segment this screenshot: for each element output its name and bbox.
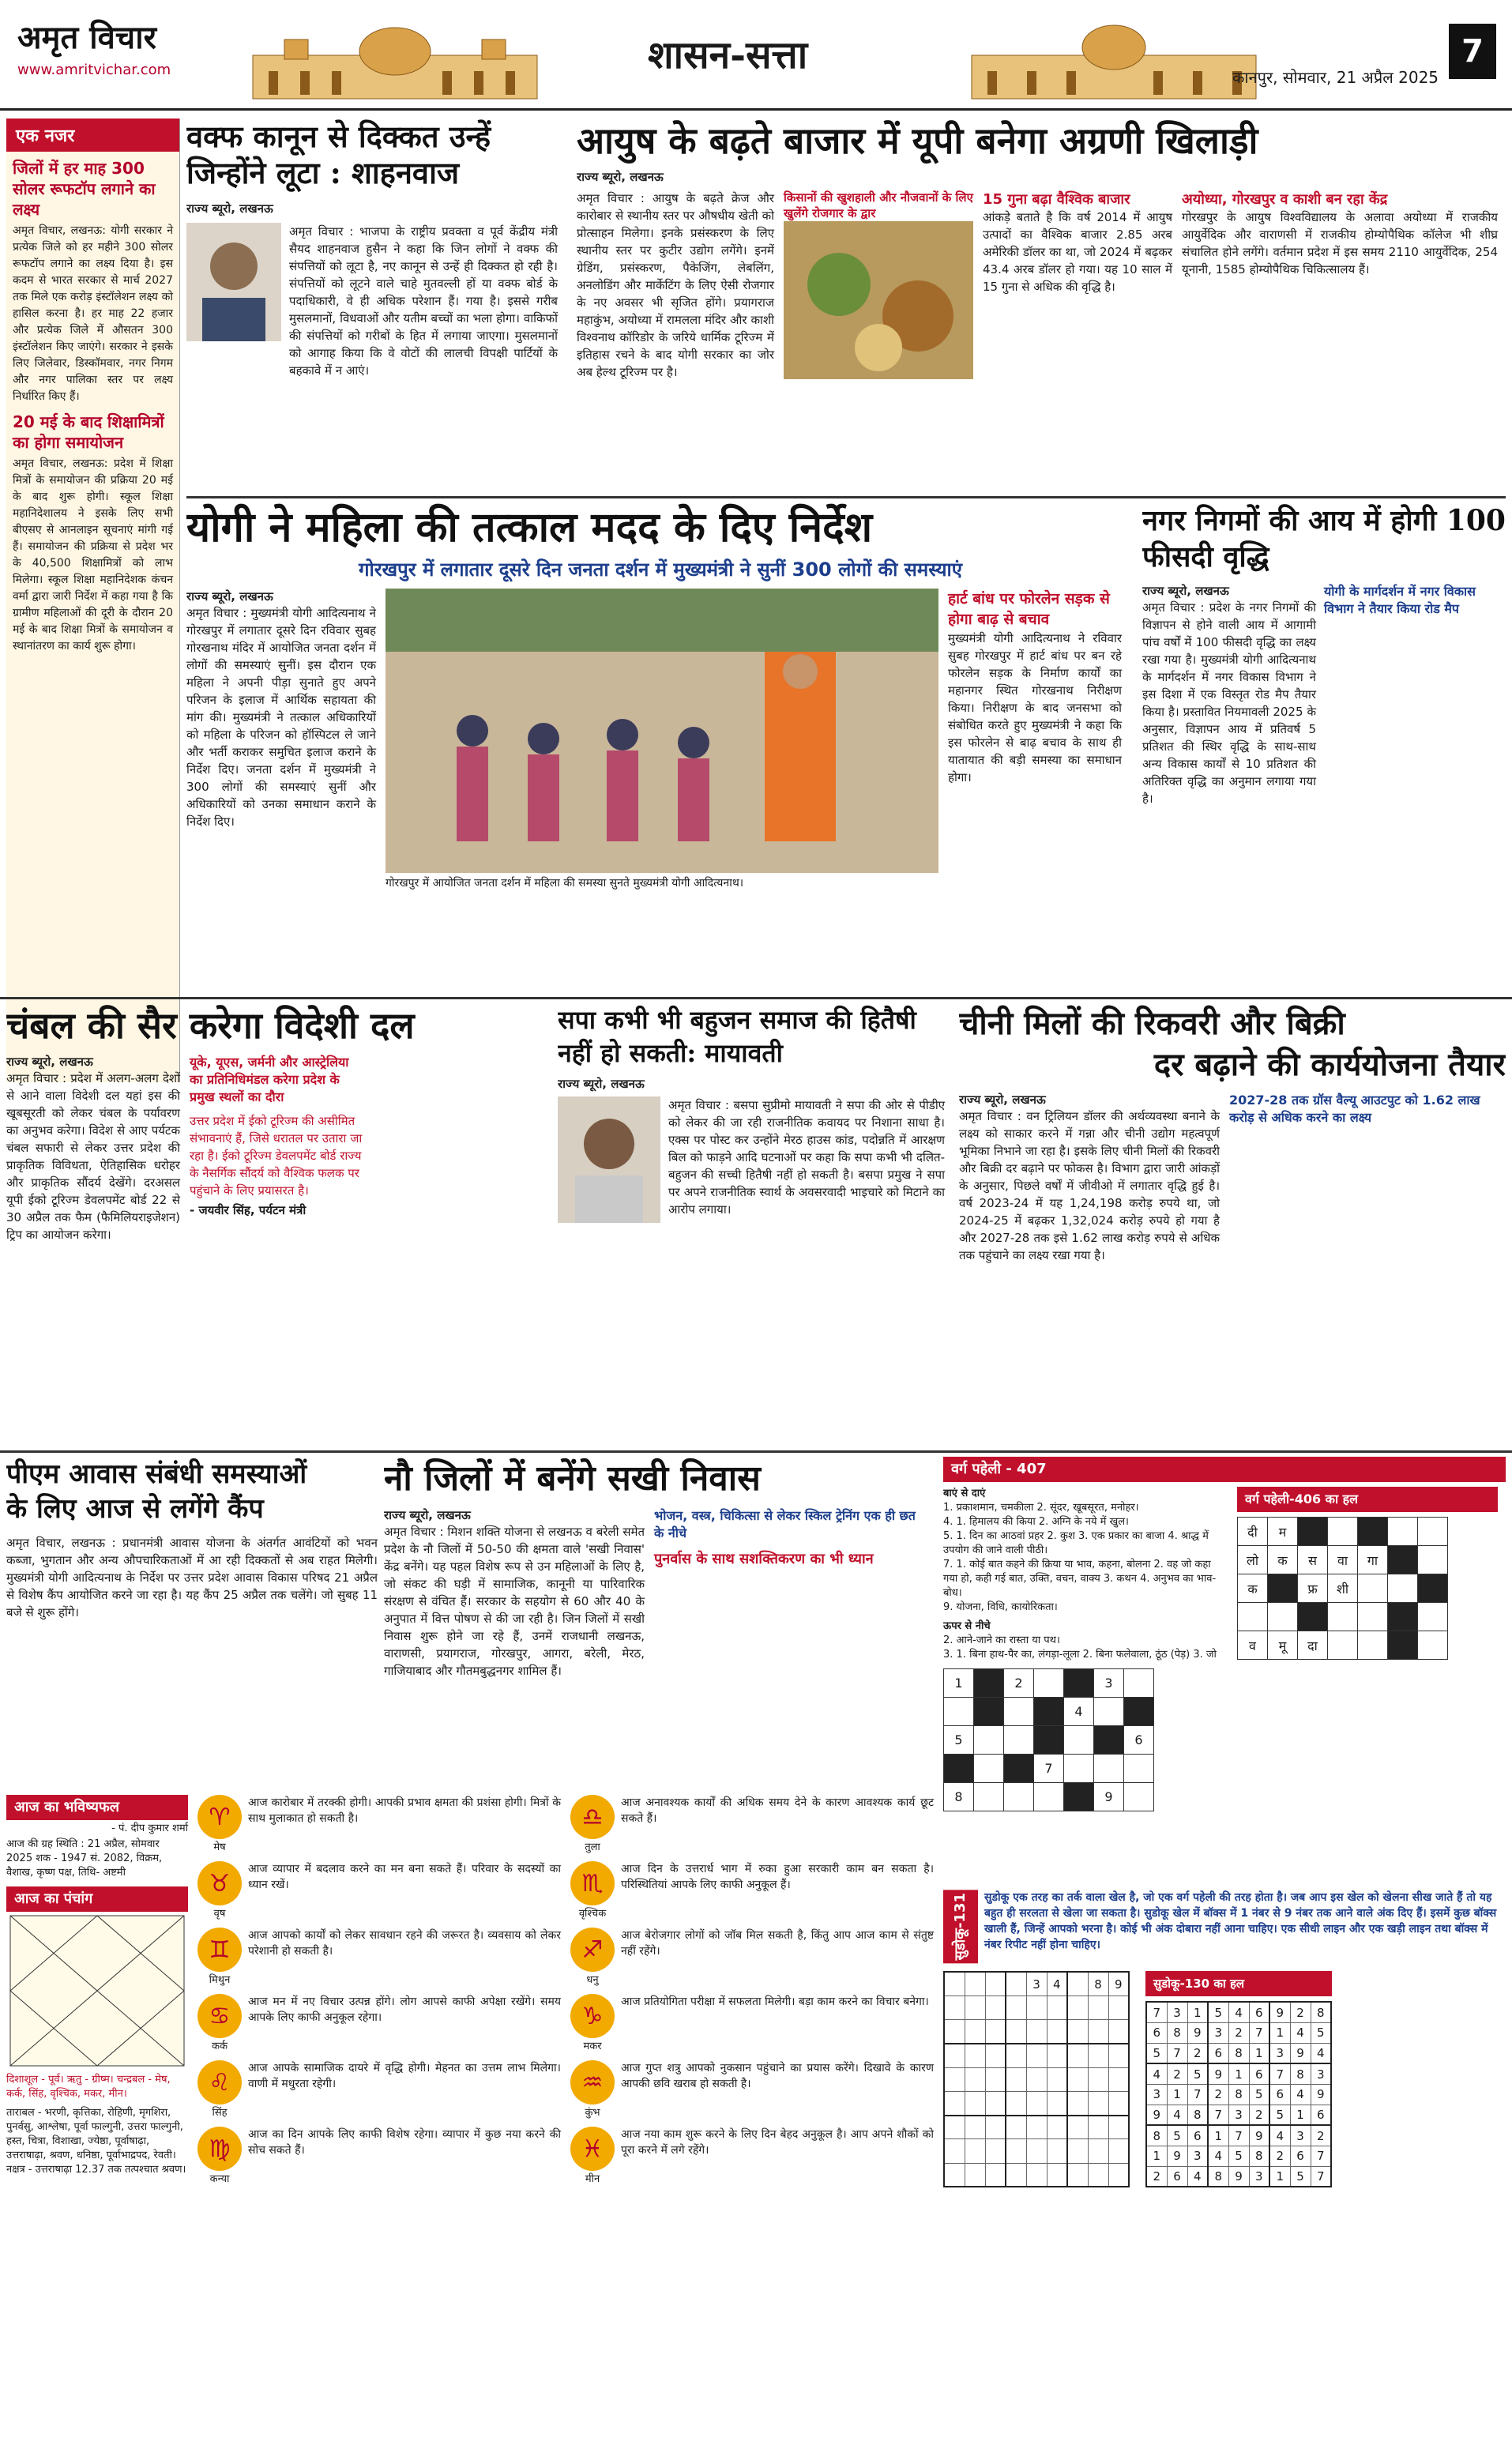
sudoku-title: सुडोकू-131: [943, 1890, 978, 1963]
nagar-headline: नगर निगमों की आय में होगी 100 फीसदी वृद्धि: [1142, 504, 1506, 574]
sign-mithun: ♊ मिथुन आज आपको कार्यों को लेकर सावधान रहने की जरूरत है। व्यवसाय को लेकर परेशानी हो सकती है।: [197, 1928, 561, 1986]
ayush-box2-text: गोरखपुर के आयुष विश्वविद्यालय के अलावा अयोध्या में राजकीय आयुर्वेदिक और वाराणसी में राजकीय होम्योपैथिक कॉलेज भी शीघ्र संचालित होने लगेंगे। वर्तमान प्रदेश में इस समय 2110 आयुर्वेदिक, 254 यूनानी, 1585 होम्योपैथिक चिकित्सालय हैं।: [1182, 210, 1498, 276]
sudoku-cell[interactable]: [985, 2067, 1006, 2091]
brief-1-text: अमृत विचार, लखनऊ: योगी सरकार ने प्रत्येक जिले को हर महीने 300 सोलर रूफटॉप लगाने का लक्ष्य दिया है। इस कदम से भारत सरकार से मार्च 2027 तक मिले एक करोड़ इंस्टॉलेशन लक्ष्य को हासिल करना है। हर माह 22 हजार और प्रत्येक जिले में औसतन 300 इंस्टॉलेशन किए जाएंगे। सरकार ने इसके लिए जिलेवार, डिस्कॉमवार, नगर निगम और नगर पालिका स्तर पर लक्ष्य निर्धारित किए हैं।: [13, 224, 173, 403]
mayawati-photo: [558, 1096, 660, 1223]
scorpio-icon: ♏: [570, 1861, 615, 1905]
sudoku-cell[interactable]: [1088, 2020, 1108, 2044]
sudoku-cell[interactable]: [1067, 1972, 1088, 1995]
shahnawaz-photo: [186, 223, 281, 341]
sudoku-cell: 6: [1208, 2043, 1228, 2063]
sudoku-cell[interactable]: [944, 2139, 965, 2163]
article-pm-awas: [6, 1457, 378, 1789]
sudoku-cell[interactable]: [1088, 2116, 1108, 2139]
aries-icon: ♈: [197, 1795, 242, 1839]
brief-1-title: जिलों में हर माह 300 सोलर रूफटॉप लगाने का लक्ष्य: [13, 159, 156, 219]
sign-kanya: ♍ कन्या आज का दिन आपके लिए काफी विशेष रहेगा। व्यापार में कुछ नया करने की सोच सकते हैं।: [197, 2127, 561, 2185]
chambal-body: अमृत विचार : प्रदेश में अलग-अलग देशों से आने वाला विदेशी दल यहां इस की खूबसूरती को लेकर चंबल के पर्यावरण का अनुभव करेगा। विदेश से आए पर्यटक चंबल सफारी से लेकर उत्तर प्रदेश की प्राकृतिक विविधता, ऐतिहासिक धरोहर और प्राकृतिक सौंदर्य देखेंगे। दरअसल यूपी ईको टूरिज्म डेवलपमेंट बोर्ड 22 से 30 अप्रैल तक फैम (फैमिलियराइजेशन) ट्रिप का आयोजन करेगा।: [6, 1071, 180, 1242]
clue-down-1: 2. आने-जाने का रास्ता या पथ।: [943, 1634, 1060, 1646]
crossword-section: [943, 1457, 1506, 1883]
sudoku-cell: 5: [1208, 2002, 1228, 2022]
sudoku-cell[interactable]: [1026, 2116, 1047, 2139]
sakhi-body: अमृत विचार : मिशन शक्ति योजना से लखनऊ व बरेली समेत प्रदेश के नौ जिलों में 50-50 की क्षमता वाले 'सखी निवास' केंद्र बनेंगे। यह पहल विशेष रूप से उन महिलाओं के लिए है, जो संकट की घड़ी में सामाजिक, कानूनी या पारिवारिक संरक्षण से वंचित हैं। सरकार के सहयोग से 60 और 40 के अनुपात में वित्त पोषण से की जा रही है। जिन जिलों में सखी निवास शुरू होने जा रहे हैं, उनमें राजधानी लखनऊ, वाराणसी, प्रयागराज, गोरखपुर, आगरा, बरेली, मेरठ, गाजियाबाद और गौतमबुद्धनगर शामिल हैं।: [384, 1525, 645, 1678]
sudoku-cell[interactable]: [1006, 2067, 1026, 2091]
sudoku-cell[interactable]: [1047, 2116, 1067, 2139]
sudoku-cell[interactable]: [1108, 2020, 1129, 2044]
sudoku-cell[interactable]: [1047, 2163, 1067, 2187]
mayawati-dept: राज्य ब्यूरो, लखनऊ: [558, 1077, 645, 1091]
sugar-dept: राज्य ब्यूरो, लखनऊ: [959, 1093, 1046, 1107]
sudoku-cell: 6: [1167, 2166, 1187, 2187]
sudoku-cell: 7: [1146, 2002, 1167, 2022]
sudoku-cell: 2: [1146, 2166, 1167, 2187]
ayush-box1-text: आंकड़े बताते है कि वर्ष 2014 में आयुष उत्पादों का वैश्विक बाजार 2.85 अरब अमेरिकी डॉलर का था, जो 2024 में बढ़कर 43.4 अरब डॉलर हो गया। यह 10 साल में 15 गुना से अधिक की वृद्धि है।: [983, 210, 1172, 294]
ayush-dept: राज्य ब्यूरो, लखनऊ: [577, 170, 664, 184]
leo-icon: ♌: [197, 2060, 242, 2105]
chambal-headline: चंबल की सैर करेगा विदेशी दल: [6, 1004, 415, 1047]
sudoku-cell: 9: [1187, 2022, 1208, 2043]
ayush-body: अमृत विचार : आयुष के बढ़ते क्रेज और कारोबार से स्थानीय स्तर पर औषधीय खेती को प्रोत्साहन मिलेगा। इनके प्रसंस्करण के लिए स्थानीय स्तर पर कुटीर उद्योग लगेंगे। इनमें ग्रेडिंग, प्रसंस्करण, पैकेजिंग, लेबलिंग, अनलोडिंग और मार्केटिंग के लिए ऐसी रोजगार के नए अवसर भी सृजित होंगे। प्रयागराज महाकुंभ, अयोध्या में रामलला मंदिर और काशी विश्वनाथ कॉरिडोर के जरिये धार्मिक टूरिज्म में इतिहास रचने के बाद योगी सरकार का जोर अब हेल्थ टूरिज्म पर है।: [577, 191, 774, 379]
sudoku-cell[interactable]: [965, 2044, 985, 2067]
sudoku-cell[interactable]: [965, 2091, 985, 2115]
pmawas-headline-1: पीएम आवास संबंधी समस्याओं: [6, 1458, 307, 1490]
nagar-dept: राज्य ब्यूरो, लखनऊ: [1142, 584, 1229, 598]
sudoku-cell: 4: [1146, 2063, 1167, 2084]
sudoku-cell[interactable]: [944, 2020, 965, 2044]
sudoku-cell: 3: [1290, 2125, 1311, 2146]
sudoku-cell: 8: [1167, 2022, 1187, 2043]
sudoku-cell: 1: [1249, 2043, 1269, 2063]
sudoku-cell[interactable]: [944, 1972, 965, 1995]
clue-across-2: 4. 1. हिमालय की किया 2. अग्नि के नये में खुल।: [943, 1516, 1129, 1528]
nagar-body: अमृत विचार : प्रदेश के नगर निगमों की विज्ञापन से होने वाली आय में आगामी पांच वर्षों में 100 फीसदी वृद्धि का लक्ष्य रखा गया है। मुख्यमंत्री योगी आदित्यनाथ के मार्गदर्शन में नगर विकास विभाग ने इस दिशा में एक विस्तृत रोड मैप तैयार किया है। प्रस्तावित नियमावली 2025 के अनुसार, विज्ञापन आय में प्रतिवर्ष 5 प्रतिशत की स्थिर वृद्धि के साथ-साथ अन्य विकास कार्यों से 10 प्रतिशत की अतिरिक्त वृद्धि का अनुमान लगाया गया है।: [1142, 600, 1316, 806]
sudoku-cell[interactable]: [1088, 2139, 1108, 2163]
sudoku-cell: 6: [1187, 2125, 1208, 2146]
sign-kark: ♋ कर्क आज मन में नए विचार उत्पन्न होंगे। लोग आपसे काफी अपेक्षा रखेंगे। समय आपके लिए काफी अनुकूल रहेगा।: [197, 1994, 561, 2052]
article-sugar: [959, 1003, 1506, 1446]
sudoku-cell: 1: [1208, 2125, 1228, 2146]
sign-makar: ♑ मकर आज प्रतियोगिता परीक्षा में सफलता मिलेगी। बड़ा काम करने का विचार बनेगा।: [570, 1994, 934, 2052]
horoscope-title: आज का भविष्यफल: [6, 1795, 188, 1820]
sudoku-cell[interactable]: [1006, 2091, 1026, 2115]
crossword-prev-title: वर्ग पहेली-406 का हल: [1237, 1487, 1498, 1512]
sudoku-cell[interactable]: [1006, 2020, 1026, 2044]
sudoku-cell[interactable]: [1108, 2067, 1129, 2091]
newspaper-url[interactable]: www.amritvichar.com: [17, 62, 171, 78]
sudoku-cell: 5: [1269, 2105, 1290, 2125]
kundali-chart: [6, 1912, 188, 2070]
sudoku-cell[interactable]: [1006, 2163, 1026, 2187]
clue-across-5: 9. योजना, विधि, कायोरिकता।: [943, 1601, 1058, 1613]
chambal-dept: राज्य ब्यूरो, लखनऊ: [6, 1055, 93, 1069]
sudoku-cell: 6: [1249, 2002, 1269, 2022]
crossword-prev-grid: दी म लो क स वा गा क फ्र शी व मू दा: [1237, 1517, 1448, 1660]
sudoku-cell[interactable]: 8: [1088, 1972, 1108, 1995]
sudoku-cell[interactable]: [1088, 2091, 1108, 2115]
sagittarius-icon: ♐: [570, 1928, 615, 1972]
heart-bandh-title: हार्ट बांध पर फोरलेन सड़क से होगा बाढ़ से बचाव: [948, 590, 1110, 628]
clue-down-2: 3. 1. बिना हाथ-पैर का, लंगड़ा-लूला 2. बिना फलेवाला, ठूंठ (पेड़) 3. जो: [943, 1649, 1217, 1661]
sudoku-cell: 4: [1167, 2105, 1187, 2125]
sudoku-cell[interactable]: [1006, 2116, 1026, 2139]
sudoku-cell: 1: [1290, 2105, 1311, 2125]
sudoku-cell[interactable]: 4: [1047, 1972, 1067, 1995]
cancer-icon: ♋: [197, 1994, 242, 2038]
herbs-photo: [784, 221, 973, 379]
sudoku-cell: 7: [1269, 2063, 1290, 2084]
zodiac-column-left: [197, 1795, 561, 2193]
sudoku-cell[interactable]: [1006, 2139, 1026, 2163]
sudoku-cell: 2: [1167, 2063, 1187, 2084]
brief-2-text: अमृत विचार, लखनऊ: प्रदेश में शिक्षा मित्रों के समायोजन की प्रक्रिया 20 मई के बाद शुरू होगी। स्कूल शिक्षा महानिदेशालय ने इसके लिए सभी बीएसए से आनलाइन सूचनाएं मांगी गई हैं। समायोजन की प्रक्रिया से प्रदेश भर के 40,500 शिक्षामित्रों को लाभ मिलेगा। स्कूल शिक्षा महानिदेशक कंचन वर्मा द्वारा जारी निर्देश में कहा गया है कि ग्रामीण महिलाओं की दूरी के दौरान 20 मई के बाद शिक्षा मित्रों के समायोजन व स्थानांतरण का कार्य शुरू होगा।: [13, 457, 173, 653]
ayush-photo-caption: किसानों की खुशहाली और नौजवानों के लिए खुलेंगे रोजगार के द्वार: [784, 190, 973, 220]
sudoku-cell[interactable]: [1108, 1996, 1129, 2020]
sudoku-prev-grid: [1145, 2001, 1332, 2187]
sudoku-cell: 9: [1167, 2146, 1187, 2166]
sudoku-cell[interactable]: [1026, 2163, 1047, 2187]
chambal-subhead: यूके, यूएस, जर्मनी और आस्ट्रेलिया का प्रतिनिधिमंडल करेगा प्रदेश के प्रमुख स्थलों का दौरा: [190, 1055, 349, 1104]
sudoku-cell: 4: [1208, 2146, 1228, 2166]
sudoku-cell: 9: [1146, 2105, 1167, 2125]
clue-across-4: 7. 1. कोई बात कहने की क्रिया या भाव, कहना, बोलना 2. वह जो कहा गया हो, कही गई बात, उक्ति, वचन, वाक्य 3. कथन 4. अनुभव का भाव-बोध।: [943, 1559, 1217, 1599]
divider: [0, 1450, 1512, 1453]
sudoku-cell[interactable]: [1026, 1996, 1047, 2020]
article-waqf: [186, 118, 566, 490]
sudoku-cell: 2: [1269, 2146, 1290, 2166]
sudoku-cell[interactable]: [1047, 1996, 1067, 2020]
sign-vrishchik: ♏ वृश्चिक आज दिन के उत्तरार्ध भाग में रुका हुआ सरकारी काम बन सकता है। परिस्थितियां आपके लिए काफी अनुकूल हैं।: [570, 1861, 934, 1920]
sudoku-cell[interactable]: [965, 1972, 985, 1995]
sudoku-cell: 7: [1311, 2146, 1331, 2166]
nagar-side-title: योगी के मार्गदर्शन में नगर विकास विभाग ने तैयार किया रोड मैप: [1324, 584, 1476, 616]
sudoku-cell: 1: [1146, 2146, 1167, 2166]
sugar-headline-2: दर बढ़ाने की कार्ययोजना तैयार: [1153, 1046, 1506, 1083]
disha-shool: दिशाशूल - पूर्व। ऋतु - ग्रीष्म। चन्द्रबल - मेष, कर्क, सिंह, वृश्चिक, मकर, मीन।: [6, 2074, 171, 2100]
article-ayush: [577, 118, 1506, 490]
sudoku-cell: 4: [1290, 2022, 1311, 2043]
sudoku-cell: 9: [1228, 2166, 1249, 2187]
sudoku-cell[interactable]: [1108, 2116, 1129, 2139]
sign-kumbh: ♒ कुंभ आज गुप्त शत्रु आपको नुकसान पहुंचाने का प्रयास करेंगे। दिखावे के कारण आपकी छवि खराब हो सकती है।: [570, 2060, 934, 2119]
sugar-headline-1: चीनी मिलों की रिकवरी और बिक्री: [959, 1005, 1345, 1042]
sakhi-headline: नौ जिलों में बनेंगे सखी निवास: [384, 1458, 761, 1499]
article-mayawati: [558, 1003, 953, 1446]
sudoku-cell: 9: [1311, 2084, 1331, 2105]
divider: [186, 496, 1506, 498]
dateline: कानपुर, सोमवार, 21 अप्रैल 2025: [1232, 68, 1439, 87]
sudoku-cell[interactable]: [1088, 2067, 1108, 2091]
horoscope-author: - पं. दीप कुमार शर्मा: [111, 1822, 188, 1834]
sudoku-cell: 7: [1187, 2084, 1208, 2105]
sudoku-cell: 5: [1311, 2022, 1331, 2043]
sudoku-cell: 9: [1290, 2043, 1311, 2063]
sudoku-cell: 4: [1311, 2043, 1331, 2063]
sudoku-cell[interactable]: [1108, 2044, 1129, 2067]
sudoku-cell: 6: [1269, 2084, 1290, 2105]
sudoku-cell: 3: [1146, 2084, 1167, 2105]
sudoku-cell: 2: [1228, 2022, 1249, 2043]
sudoku-cell[interactable]: [944, 1996, 965, 2020]
aquarius-icon: ♒: [570, 2060, 615, 2105]
sakhi-dept: राज्य ब्यूरो, लखनऊ: [384, 1508, 471, 1522]
sudoku-cell: 6: [1146, 2022, 1167, 2043]
sudoku-cell[interactable]: [1026, 2091, 1047, 2115]
sudoku-cell[interactable]: [1108, 2091, 1129, 2115]
sudoku-cell[interactable]: [985, 2139, 1006, 2163]
sign-mesh: ♈ मेष आज कारोबार में तरक्की होगी। आपकी प्रभाव क्षमता की प्रशंसा होगी। मित्रों के साथ मुलाकात हो सकती है।: [197, 1795, 561, 1853]
sudoku-cell[interactable]: [1026, 2020, 1047, 2044]
sudoku-cell[interactable]: [965, 2020, 985, 2044]
sidebar-tag: एक नजर: [6, 118, 179, 152]
ayush-box2-title: अयोध्या, गोरखपुर व काशी बन रहा केंद्र: [1182, 191, 1388, 208]
sudoku-cell[interactable]: [1006, 2044, 1026, 2067]
sudoku-cell[interactable]: [985, 1996, 1006, 2020]
sudoku-cell[interactable]: [1047, 2067, 1067, 2091]
sudoku-cell[interactable]: [1047, 2020, 1067, 2044]
sudoku-cell: 2: [1187, 2043, 1208, 2063]
waqf-headline-1: वक्फ कानून से दिक्कत उन्हें: [186, 118, 491, 154]
section-title: शासन-सत्ता: [648, 33, 808, 77]
sugar-body: अमृत विचार : वन ट्रिलियन डॉलर की अर्थव्यवस्था बनाने के लक्ष्य को साकार करने में गन्ना और चीनी उद्योग महत्वपूर्ण भूमिका निभाने जा रहा है। इसके लिए चीनी मिलों की रिकवरी और बिक्री दर बढ़ाने पर फोकस है। विभाग द्वारा जारी आंकड़ों के अनुसार, पिछले वर्षों में जीवीओ में लगातार वृद्धि हुई है। वर्ष 2023-24 में यह 1,24,198 करोड़ रुपये था, जो 2024-25 में बढ़कर 1,32,024 करोड़ रुपये हो गया है और 2027-28 तक इसे 1.62 लाख करोड़ रुपये से अधिक तक पहुंचाने का लक्ष्य रखा गया है।: [959, 1109, 1220, 1262]
sudoku-cell[interactable]: [985, 2020, 1006, 2044]
sudoku-cell: 7: [1249, 2022, 1269, 2043]
sudoku-cell[interactable]: [1026, 2139, 1047, 2163]
sudoku-cell[interactable]: [944, 2116, 965, 2139]
sudoku-cell[interactable]: [944, 2044, 965, 2067]
capricorn-icon: ♑: [570, 1994, 615, 2038]
divider: [0, 997, 1512, 999]
sign-vrish: ♉ वृष आज व्यापार में बदलाव करने का मन बना सकते हैं। परिवार के सदस्यों का ध्यान रखें।: [197, 1861, 561, 1920]
heart-bandh-text: मुख्यमंत्री योगी आदित्यनाथ ने रविवार सुबह गोरखपुर में हार्ट बांध पर बन रहे फोरलेन सड़क के निर्माण कार्यों का महानगर स्थित गोरखनाथ निरीक्षण किया। निरीक्षण के बाद जनसभा को संबोधित करते हुए मुख्यमंत्री ने कहा कि इस फोरलेन से बाढ़ बचाव के साथ ही यातायात की बड़ी समस्या का समाधान होगा।: [948, 631, 1122, 784]
sudoku-cell[interactable]: [985, 2116, 1006, 2139]
sudoku-cell: 7: [1208, 2105, 1228, 2125]
sudoku-cell[interactable]: [1108, 2139, 1129, 2163]
sudoku-cell[interactable]: [1006, 1972, 1026, 1995]
sudoku-cell: 1: [1187, 2002, 1208, 2022]
sudoku-cell[interactable]: [1067, 2020, 1088, 2044]
sudoku-cell: 9: [1269, 2002, 1290, 2022]
sakhi-side-title: भोजन, वस्त्र, चिकित्सा से लेकर स्किल ट्रेनिंग एक ही छत के नीचे: [654, 1508, 916, 1540]
sudoku-cell[interactable]: [1067, 2116, 1088, 2139]
clue-across-3: 5. 1. दिन का आठवां प्रहर 2. कुश 3. एक प्रकार का बाजा 4. श्राद्ध में उपयोग की जाने वाली पीठी।: [943, 1530, 1209, 1556]
yogi-body: अमृत विचार : मुख्यमंत्री योगी आदित्यनाथ ने गोरखपुर में लगातार दूसरे दिन रविवार सुबह गोरखनाथ मंदिर में आयोजित जनता दर्शन में लोगों की समस्याएं सुनीं। इस दौरान एक महिला ने अपनी पीड़ा सुनाते हुए अपने परिजन के इलाज में आर्थिक सहायता की मांग की। मुख्यमंत्री ने तत्काल अधिकारियों को महिला के परिजन को हॉस्पिटल ले जाने और भर्ती कराकर समुचित इलाज कराने के निर्देश दिए। जनता दर्शन में मुख्यमंत्री ने 300 लोगों की समस्याएं सुनीं और अधिकारियों को उनका समाधान कराने के निर्देश दिए।: [186, 606, 376, 829]
sudoku-cell: 1: [1167, 2084, 1187, 2105]
sudoku-cell: 5: [1146, 2043, 1167, 2063]
sudoku-cell[interactable]: [1067, 2163, 1088, 2187]
sudoku-cell[interactable]: [1067, 2139, 1088, 2163]
pisces-icon: ♓: [570, 2127, 615, 2171]
sakhi-box-title: पुनर्वास के साथ सशक्तिकरण का भी ध्यान: [654, 1551, 874, 1567]
sudoku-cell: 6: [1311, 2105, 1331, 2125]
panchang-text: आज की ग्रह स्थिति : 21 अप्रैल, सोमवार 2025 शक - 1947 सं. 2082, विक्रम, वैशाख, कृष्ण पक्ष, तिथि- अष्टमी: [6, 1838, 163, 1879]
masthead: [0, 0, 1512, 111]
sudoku-cell: 3: [1187, 2146, 1208, 2166]
brief-2-title: 20 मई के बाद शिक्षामित्रों का होगा समायोजन: [13, 412, 164, 452]
sudoku-cell: 2: [1208, 2084, 1228, 2105]
sudoku-cell: 4: [1290, 2084, 1311, 2105]
across-heading: बाएं से दाएं: [943, 1488, 986, 1499]
pmawas-headline-2: के लिए आज से लगेंगे कैंप: [6, 1493, 264, 1525]
sudoku-cell: 8: [1187, 2105, 1208, 2125]
sudoku-cell: 1: [1269, 2166, 1290, 2187]
palace-illustration: [237, 8, 553, 103]
down-heading: ऊपर से नीचे: [943, 1620, 991, 1632]
sign-meen: ♓ मीन आज नया काम शुरू करने के लिए दिन बेहद अनुकूल है। आप अपने शौकों को पूरा करने में लगे रहेंगे।: [570, 2127, 934, 2185]
waqf-body: अमृत विचार : भाजपा के राष्ट्रीय प्रवक्ता व पूर्व केंद्रीय मंत्री सैयद शाहनवाज हुसैन ने कहा कि जिन लोगों ने वक्फ की संपत्तियों को लूटा है, नए कानून से उन्हें ही दिक्कत हो रही है। संपत्तियों को लूटने वाले चाहे मुतवल्ली हों या वक्फ बोर्ड के पदाधिकारी, वे ही अधिक परेशान हैं। गया है। इससे गरीब मुसलमानों, विधवाओं और यतीम बच्चों का भला होगा। वाकिफों की संपत्तियों को गरीबों के हित में लगाया जाएगा। मुसलमानों को आगाह किया कि वे वोटों की लालची विपक्षी पार्टियों के बहकावे में न आएं।: [289, 224, 558, 378]
yogi-subhead: गोरखपुर में लगातार दूसरे दिन जनता दर्शन में मुख्यमंत्री ने सुनीं 300 लोगों की समस्याएं: [359, 559, 962, 581]
sudoku-cell: 7: [1167, 2043, 1187, 2063]
sudoku-cell[interactable]: [985, 1972, 1006, 1995]
sudoku-cell: 8: [1228, 2084, 1249, 2105]
sudoku-cell[interactable]: [985, 2044, 1006, 2067]
waqf-headline-2: जिन्होंने लूटा : शाहनवाज: [186, 155, 460, 190]
sudoku-cell: 6: [1249, 2063, 1269, 2084]
panchang-title: आज का पंचांग: [6, 1886, 188, 1912]
chambal-quote-by: - जयवीर सिंह, पर्यटन मंत्री: [190, 1203, 307, 1217]
sudoku-cell[interactable]: [1026, 2044, 1047, 2067]
sudoku-cell: 9: [1208, 2063, 1228, 2084]
sudoku-cell[interactable]: [944, 2163, 965, 2187]
sudoku-cell: 8: [1311, 2002, 1331, 2022]
sudoku-cell: 8: [1208, 2166, 1228, 2187]
sudoku-prev-title: सुडोकू-130 का हल: [1145, 1971, 1332, 1996]
sudoku-cell: 6: [1290, 2146, 1311, 2166]
sudoku-cell[interactable]: [944, 2067, 965, 2091]
sudoku-cell[interactable]: 3: [1026, 1972, 1047, 1995]
sudoku-cell: 2: [1290, 2002, 1311, 2022]
mayawati-body: अमृत विचार : बसपा सुप्रीमो मायावती ने सपा की ओर से पीडीए को लेकर की जा रही राजनीतिक कवायद पर निशाना साधा है। एक्स पर पोस्ट कर उन्होंने मेरठ हाउस कांड, पदोन्नति में आरक्षण बिल को फाड़ने आदि घटनाओं पर कहा कि सपा कभी भी दलित-बहुजन की सच्ची हितैषी नहीं हो सकती है। बसपा प्रमुख ने सपा पर अपने राजनीतिक स्वार्थ के अवसरवादी भाइचारे को मिटाने का आरोप लगाया।: [668, 1098, 945, 1217]
sudoku-cell: 2: [1311, 2125, 1331, 2146]
sudoku-cell[interactable]: [1047, 2139, 1067, 2163]
sudoku-cell: 5: [1228, 2146, 1249, 2166]
sudoku-cell: 5: [1187, 2063, 1208, 2084]
sudoku-cell: 4: [1269, 2125, 1290, 2146]
pmawas-body: अमृत विचार, लखनऊ : प्रधानमंत्री आवास योजना के अंतर्गत आवंटियों को भवन कब्जा, भुगतान और अन्य औपचारिकताओं में आ रही दिक्कतों से अब राहत मिलेगी। मुख्यमंत्री योगी आदित्यनाथ के निर्देश पर उत्तर प्रदेश आवास विकास परिषद 21 अप्रैल से विशेष कैंप आयोजित करने जा रहा है। यह कैंप 25 अप्रैल तक चलेंगे। जो सुबह 11 बजे से शुरू होंगे।: [6, 1536, 378, 1619]
sudoku-cell: 7: [1311, 2166, 1331, 2187]
sudoku-cell[interactable]: [965, 2163, 985, 2187]
sudoku-cell[interactable]: [965, 2139, 985, 2163]
sudoku-cell[interactable]: [1088, 2044, 1108, 2067]
sudoku-cell: 8: [1290, 2063, 1311, 2084]
sudoku-cell: 2: [1249, 2105, 1269, 2125]
janata-darshan-photo: [386, 589, 938, 873]
sudoku-cell: 3: [1311, 2063, 1331, 2084]
sudoku-cell[interactable]: [965, 2116, 985, 2139]
sign-singh: ♌ सिंह आज आपके सामाजिक दायरे में वृद्धि होगी। मेहनत का उत्तम लाभ मिलेगा। वाणी में मधुरता रहेगी।: [197, 2060, 561, 2119]
sudoku-cell: 3: [1208, 2022, 1228, 2043]
sudoku-cell: 8: [1249, 2146, 1269, 2166]
article-yogi: [186, 502, 1134, 992]
gemini-icon: ♊: [197, 1928, 242, 1972]
sidebar-news-briefs: [6, 118, 180, 1082]
sudoku-cell[interactable]: [1047, 2044, 1067, 2067]
sudoku-cell[interactable]: [1088, 1996, 1108, 2020]
mayawati-headline: सपा कभी भी बहुजन समाज की हितैषी नहीं हो सकती: मायावती: [558, 1005, 916, 1068]
sudoku-cell[interactable]: [1067, 2091, 1088, 2115]
sudoku-cell[interactable]: [1067, 2044, 1088, 2067]
article-chambal: [6, 1003, 551, 1446]
sudoku-cell: 5: [1290, 2166, 1311, 2187]
sudoku-cell: 3: [1228, 2105, 1249, 2125]
sudoku-cell: 9: [1249, 2125, 1269, 2146]
virgo-icon: ♍: [197, 2127, 242, 2171]
article-nagar-nigam: [1142, 502, 1506, 992]
sudoku-cell: 3: [1249, 2166, 1269, 2187]
article-sakhi-niwas: [384, 1457, 937, 1789]
sudoku-cell: 5: [1249, 2084, 1269, 2105]
crossword-title: वर्ग पहेली - 407: [943, 1457, 1506, 1482]
tarabal-text: ताराबल - भरणी, कृत्तिका, रोहिणी, मृगशिरा, पुनर्वसु, आश्लेषा, पूर्वा फाल्गुनी, उत्तरा फाल्गुनी, हस्त, चित्रा, विशाखा, ज्येष्ठा, पूर्वाषाढ़ा, उत्तराषाढ़ा, श्रवण, धनिष्ठा, पूर्वाभाद्रपद, रेवती। नक्षत्र - उत्तराषाढ़ा 12.37 तक तत्पश्चात श्रवण।: [6, 2107, 186, 2176]
clue-across-1: 1. प्रकाशमान, चमकीला 2. सूंदर, खूबसूरत, मनोहर।: [943, 1502, 1139, 1514]
sudoku-cell: 8: [1228, 2043, 1249, 2063]
palace-illustration-right: [956, 8, 1272, 103]
sudoku-cell[interactable]: [944, 2091, 965, 2115]
sudoku-cell[interactable]: [1026, 2067, 1047, 2091]
sudoku-cell[interactable]: [1108, 2163, 1129, 2187]
sudoku-cell[interactable]: [1006, 1996, 1026, 2020]
sudoku-cell: 7: [1228, 2125, 1249, 2146]
ayush-box1-title: 15 गुना बढ़ा वैश्विक बाजार: [983, 191, 1130, 208]
sudoku-cell: 3: [1167, 2002, 1187, 2022]
sudoku-cell: 5: [1167, 2125, 1187, 2146]
newspaper-logo: अमृत विचार: [17, 19, 156, 56]
horoscope-section: [6, 1795, 935, 2435]
sudoku-cell[interactable]: [1088, 2163, 1108, 2187]
yogi-headline: योगी ने महिला की तत्काल मदद के दिए निर्देश: [186, 503, 873, 551]
sudoku-rules: सुडोकू एक तरह का तर्क वाला खेल है, जो एक वर्ग पहेली की तरह होता है। जब आप इस खेल को खेलना सीख जाते हैं तो यह बहुत ही सरलता से खेला जा सकता है। सुडोकू खेल में बॉक्स में 1 नंबर से 9 नंबर तक आने वाले अंक दिए हैं। इसमें कुछ बॉक्स खाली हैं, जिन्हें आपको भरना है। कोई भी अंक दोबारा नहीं आना चाहिए। एक सीधी लाइन और एक खड़ी लाइन तथा बॉक्स में नंबर रिपीट नहीं होना चाहिए।: [984, 1891, 1497, 1951]
sugar-side-title: 2027-28 तक ग्रॉस वैल्यू आउटपुट को 1.62 लाख करोड़ से अधिक करने का लक्ष्य: [1229, 1093, 1480, 1125]
sudoku-cell: 4: [1187, 2166, 1208, 2187]
sign-dhanu: ♐ धनु आज बेरोजगार लोगों को जॉब मिल सकती है, किंतु आप आज काम से संतुष्ट नहीं रहेंगे।: [570, 1928, 934, 1986]
sudoku-cell[interactable]: 9: [1108, 1972, 1129, 1995]
sudoku-cell[interactable]: [1067, 2067, 1088, 2091]
sudoku-cell: 4: [1228, 2002, 1249, 2022]
sudoku-cell[interactable]: [1047, 2091, 1067, 2115]
sudoku-section: [943, 1890, 1506, 2435]
crossword-grid[interactable]: 1 2 3 4 5 6 7 8 9: [943, 1668, 1154, 1811]
sudoku-cell[interactable]: [985, 2091, 1006, 2115]
ayush-headline: आयुष के बढ़ते बाजार में यूपी बनेगा अग्रणी खिलाड़ी: [577, 119, 1258, 162]
waqf-dept: राज्य ब्यूरो, लखनऊ: [186, 201, 273, 216]
sudoku-cell[interactable]: [965, 1996, 985, 2020]
sudoku-cell[interactable]: [985, 2163, 1006, 2187]
zodiac-column-right: [570, 1795, 934, 2193]
yogi-photo-caption: गोरखपुर में आयोजित जनता दर्शन में महिला की समस्या सुनते मुख्यमंत्री योगी आदित्यनाथ।: [386, 877, 744, 890]
sudoku-cell: 3: [1269, 2043, 1290, 2063]
sign-tula: ♎ तुला आज अनावश्यक कार्यों की अधिक समय देने के कारण आवश्यक कार्य छूट सकते हैं।: [570, 1795, 934, 1853]
sudoku-cell[interactable]: [1067, 1996, 1088, 2020]
chambal-quote: उत्तर प्रदेश में ईको टूरिज्म की असीमित संभावनाएं हैं, जिसे धरातल पर उतारा जा रहा है। ईको टूरिज्म डेवलपमेंट बोर्ड राज्य के नैसर्गिक सौंदर्य को वैश्विक फलक पर पहुंचाने के लिए प्रयासरत है।: [190, 1114, 363, 1198]
sudoku-cell: 1: [1228, 2063, 1249, 2084]
yogi-dept: राज्य ब्यूरो, लखनऊ: [186, 589, 273, 604]
sudoku-cell: 1: [1269, 2022, 1290, 2043]
sudoku-cell[interactable]: [965, 2067, 985, 2091]
sudoku-cell: 8: [1146, 2125, 1167, 2146]
taurus-icon: ♉: [197, 1861, 242, 1905]
page-number: 7: [1449, 24, 1496, 79]
libra-icon: ♎: [570, 1795, 615, 1839]
sudoku-grid[interactable]: [943, 1971, 1130, 2187]
